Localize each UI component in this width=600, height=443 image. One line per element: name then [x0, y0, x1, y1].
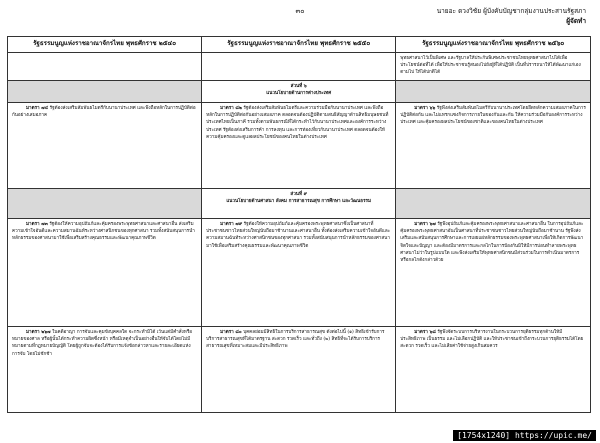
page-number: ๓๐ — [295, 7, 305, 15]
table-cell — [202, 103, 396, 189]
section-subtitle: แนวนโยบายด้านศาสนา สังคม การสาธารณสุข การศึกษา และวัฒนธรรม — [226, 199, 372, 205]
table-row — [8, 219, 591, 327]
article-number: มาตรา ๖๗ — [414, 222, 436, 227]
table-cell — [396, 81, 591, 103]
cell-text: บุคคลย่อมมีสิทธิในการบริการสาธารณสุข ดังต่อไปนี้ (๑) สิทธิเข้ารับการบริการสาธารณสุขที่ได้มาตรฐาน สะดวก รวดเร็ว และทั่วถึง (๒) สิทธิที่จะได้รับการบริการสาธารณสุขที่เหมาะสมและมีประสิทธิภาพ — [206, 330, 385, 350]
author-name: นายอะ ดวงวิชัย ผู้บังคับบัญชากลุ่มงานประสานรัฐสภา — [436, 7, 586, 15]
column-header: รัฐธรรมนูญแห่งราชอาณาจักรไทย พุทธศักราช ๒๕๕๐ — [202, 37, 396, 53]
table-cell — [202, 219, 396, 327]
section-heading — [202, 81, 396, 103]
section-row — [8, 81, 591, 103]
table-cell — [8, 53, 202, 81]
table-cell — [396, 53, 591, 81]
column-header: รัฐธรรมนูญแห่งราชอาณาจักรไทย พุทธศักราช ๒๕๔๐ — [8, 37, 202, 53]
table-cell — [202, 327, 396, 413]
table-cell — [8, 81, 202, 103]
section-heading — [202, 189, 396, 219]
cell-text: รัฐต้องส่งเสริมสัมพันธไมตรีกับนานาประเทศ และพึงถือหลักในการปฏิบัติต่อกันอย่างเสมอภาค — [12, 106, 196, 119]
table-cell — [396, 327, 591, 413]
column-header: รัฐธรรมนูญแห่งราชอาณาจักรไทย พุทธศักราช ๒๕๖๐ — [396, 37, 591, 53]
article-number: มาตรา ๗๔ — [26, 106, 49, 111]
table-row — [8, 327, 591, 413]
cell-text: รัฐพึงจัดระบบการบริหารงานในกระบวนการยุติธรรมทุกด้านให้มีประสิทธิภาพ เป็นธรรม และไม่เลือกปฏิบัติ และให้ประชาชนเข้าถึงกระบวนการยุติธรรมได้โดยสะดวก รวดเร็ว และไม่เสียค่าใช้จ่ายสูงเกินสมควร — [400, 330, 584, 350]
table-cell — [202, 53, 396, 81]
table-cell — [396, 103, 591, 189]
article-number: มาตรา ๘๒ — [220, 106, 242, 111]
section-subtitle: แนวนโยบายด้านการต่างประเทศ — [266, 91, 332, 97]
article-number: มาตรา ๒๖๗ — [26, 330, 51, 335]
article-number: มาตรา ๖๘ — [414, 330, 436, 335]
table-header-row — [8, 37, 591, 53]
cell-text: รัฐต้องส่งเสริมสัมพันธไมตรีและความร่วมมือกับนานาประเทศ และพึงถือหลักในการปฏิบัติต่อกันอย่างเสมอภาค ตลอดจนต้องปฏิบัติตามสนธิสัญญาด้านสิทธิมนุษยชนที่ประเทศไทยเป็นภาคี รวมทั้งตามพันธกรณีที่ได้กระทำไว้กับนานาประเทศและองค์การระหว่างประเทศ รัฐต้องส่งเสริมการค้า การลงทุน และการท่องเที่ยวกับนานาประเทศ ตลอดจนต้องให้ความคุ้มครองและดูแลผลประโยชน์ของคนไทยในต่างประเทศ — [206, 106, 389, 140]
section-title: ส่วนที่ ๖ — [290, 84, 307, 89]
article-number: มาตรา ๗๓ — [26, 222, 48, 227]
article-number: มาตรา ๘๐ — [220, 330, 242, 335]
table-cell — [8, 189, 202, 219]
comparison-table — [7, 36, 591, 413]
table-row — [8, 103, 591, 189]
table-cell — [8, 327, 202, 413]
table-cell — [396, 189, 591, 219]
cell-text: รัฐพึงส่งเสริมสัมพันธไมตรีกับนานาประเทศโดยยึดหลักความเสมอภาคในการปฏิบัติต่อกัน และไม่แทรกแซงกิจการภายในของกันและกัน ให้ความร่วมมือกับองค์การระหว่างประเทศ และคุ้มครองผลประโยชน์ของชาติและของคนไทยในต่างประเทศ — [400, 106, 586, 126]
table-cell — [8, 219, 202, 327]
cell-text: ในคดีอาญา การจับและคุมขังบุคคลใด จะกระทำมิได้ เว้นแต่มีคำสั่งหรือหมายของศาล หรือผู้นั้นได้กระทำความผิดซึ่งหน้า หรือมีเหตุจำเป็นอย่างอื่นให้จับได้โดยไม่มีหมายตามที่กฎหมายบัญญัติ โดยผู้ถูกจับจะต้องได้รับการแจ้งข้อกล่าวหาและรายละเอียดแห่งการจับ โดยไม่ชักช้า — [12, 330, 193, 357]
cell-text: รัฐต้องให้ความอุปถัมภ์และคุ้มครองพระพุทธศาสนาและศาสนาอื่น ส่งเสริมความเข้าใจอันดีและความสมานฉันท์ระหว่างศาสนิกชนของทุกศาสนา รวมทั้งสนับสนุนการนำหลักธรรมของศาสนามาใช้เพื่อเสริมสร้างคุณธรรมและพัฒนาคุณภาพชีวิต — [12, 222, 195, 242]
table-row — [8, 53, 591, 81]
cell-text: พุทธศาสนาไว้เป็นพิเศษ และรัฐบาลให้ประกันพิเศษประชาชนไทยพุทธศาสนาไปได้เพื่อประโยชน์ต่อที่ได้ เพื่อให้ประชาชนรู้สนองไปยังผู้ที่ได้ปฏิบัติ เป็นที่ปรารถนาให้ได้พัฒนาแก่เองตามไป ให้ได้ปกติได้ — [400, 56, 581, 76]
section-title: ส่วนที่ ๙ — [290, 192, 307, 197]
table-cell — [396, 219, 591, 327]
cell-text: รัฐต้องให้ความอุปถัมภ์และคุ้มครองพระพุทธศาสนาซึ่งเป็นศาสนาที่ประชาชนชาวไทยส่วนใหญ่นับถือมาช้านานและศาสนาอื่น ทั้งต้องส่งเสริมความเข้าใจอันดีและความสมานฉันท์ระหว่างศาสนิกชนของทุกศาสนา รวมทั้งสนับสนุนการนำหลักธรรมของศาสนามาใช้เพื่อเสริมสร้างคุณธรรมและพัฒนาคุณภาพชีวิต — [206, 222, 391, 249]
section-row — [8, 189, 591, 219]
article-number: มาตรา ๗๙ — [220, 222, 243, 227]
watermark: [1754x1240] https://upic.me/ — [453, 430, 596, 441]
author-block — [437, 6, 586, 26]
table-cell — [8, 103, 202, 189]
article-number: มาตรา ๖๖ — [414, 106, 436, 111]
cell-text: รัฐพึงอุปถัมภ์และคุ้มครองพระพุทธศาสนาและศาสนาอื่น ในการอุปถัมภ์และคุ้มครองพระพุทธศาสนาอันเป็นศาสนาที่ประชาชนชาวไทยส่วนใหญ่นับถือมาช้านาน รัฐพึงส่งเสริมและสนับสนุนการศึกษาและการเผยแผ่หลักธรรมของพระพุทธศาสนาเพื่อให้เกิดการพัฒนาจิตใจและปัญญา และต้องมีมาตรการและกลไกในการป้องกันมิให้มีการบ่อนทำลายพระพุทธศาสนาไม่ว่าในรูปแบบใด และพึงส่งเสริมให้พุทธศาสนิกชนมีส่วนร่วมในการดำเนินมาตรการหรือกลไกดังกล่าวด้วย — [400, 222, 584, 264]
author-role: ผู้จัดทำ — [566, 17, 586, 25]
